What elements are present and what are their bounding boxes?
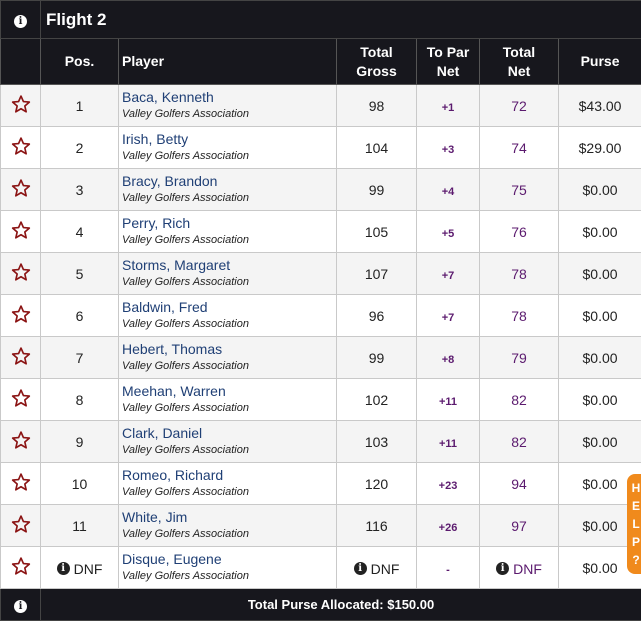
to-par-value: +11 (438, 395, 458, 408)
star-outline-svg (11, 304, 31, 324)
player-name-link[interactable]: Disque, Eugene (122, 550, 222, 567)
pos-cell (41, 127, 119, 169)
pos-cell (41, 463, 119, 505)
pos-value: 2 (75, 139, 84, 156)
pos-cell (41, 505, 119, 547)
purse-cell (559, 379, 641, 421)
table-row (1, 379, 641, 421)
to-par-cell (417, 379, 480, 421)
net-value: 72 (511, 97, 527, 114)
pos-cell (41, 169, 119, 211)
header-to-par-net[interactable] (417, 39, 480, 85)
header-total-gross[interactable] (337, 39, 417, 85)
to-par-value: - (446, 563, 450, 576)
star-outline-icon[interactable] (11, 227, 31, 243)
purse-value: $29.00 (578, 139, 622, 156)
net-value: 78 (511, 307, 527, 324)
net-cell (480, 505, 559, 547)
header-total-gross-line1: Total (360, 43, 393, 60)
pos-value: 3 (75, 181, 84, 198)
player-club: Valley Golfers Association (122, 401, 249, 414)
purse-cell (559, 169, 641, 211)
favorite-cell[interactable] (1, 463, 41, 505)
player-cell (119, 85, 337, 127)
to-par-value: +1 (441, 101, 455, 114)
net-value: DNF (513, 560, 542, 577)
favorite-cell[interactable] (1, 169, 41, 211)
star-outline-svg (11, 346, 31, 366)
star-outline-icon[interactable] (11, 563, 31, 579)
player-cell (119, 379, 337, 421)
purse-value: $0.00 (582, 391, 618, 408)
gross-cell (337, 421, 417, 463)
star-outline-svg (11, 262, 31, 282)
purse-value: $0.00 (582, 223, 618, 240)
player-name-link[interactable]: Romeo, Richard (122, 466, 224, 483)
header-to-par-line2: Net (436, 62, 460, 79)
flight-title-row (1, 1, 641, 39)
purse-cell (559, 127, 641, 169)
gross-cell (337, 337, 417, 379)
info-icon[interactable]: i (14, 600, 27, 613)
gross-cell (337, 169, 417, 211)
purse-value: $0.00 (582, 307, 618, 324)
gross-value: 120 (364, 475, 389, 492)
player-club: Valley Golfers Association (122, 275, 249, 288)
net-value: 82 (511, 391, 527, 408)
gross-value: 116 (365, 517, 388, 534)
to-par-cell (417, 211, 480, 253)
header-total-net-line1: Total (502, 43, 536, 60)
footer-row (1, 589, 641, 621)
star-outline-icon[interactable] (11, 185, 31, 201)
star-outline-svg (11, 514, 31, 534)
player-cell (119, 463, 337, 505)
help-tab-letter: P (631, 535, 640, 549)
star-outline-svg (11, 178, 31, 198)
gross-value: 99 (368, 349, 385, 366)
gross-cell (337, 505, 417, 547)
gross-value: 99 (368, 181, 385, 198)
star-outline-icon[interactable] (11, 143, 31, 159)
table-header-row (1, 39, 641, 85)
net-value: 94 (511, 475, 527, 492)
player-name-link[interactable]: Perry, Rich (122, 214, 191, 231)
gross-cell (337, 379, 417, 421)
net-cell (480, 547, 559, 589)
net-cell (480, 127, 559, 169)
net-value: 79 (511, 349, 527, 366)
net-value: 76 (511, 223, 527, 240)
footer-info-cell[interactable] (1, 589, 41, 621)
gross-value: 103 (364, 433, 389, 450)
player-name-link[interactable]: Clark, Daniel (122, 424, 203, 441)
gross-value: DNF (370, 560, 400, 577)
player-club: Valley Golfers Association (122, 317, 249, 330)
help-tab-letter: L (632, 517, 640, 531)
gross-value: 105 (364, 223, 389, 240)
pos-value: 9 (75, 433, 84, 450)
info-icon[interactable]: i (496, 562, 509, 575)
table-row (1, 295, 641, 337)
net-cell (480, 337, 559, 379)
purse-cell (559, 337, 641, 379)
header-to-par-line1: To Par (426, 43, 470, 60)
purse-cell (559, 85, 641, 127)
player-club: Valley Golfers Association (122, 569, 249, 582)
to-par-cell (417, 253, 480, 295)
header-total-net-line2: Net (507, 62, 531, 79)
pos-value: 5 (75, 265, 84, 282)
pos-value: 1 (75, 97, 84, 114)
pos-cell (41, 85, 119, 127)
gross-value: 107 (364, 265, 389, 282)
favorite-cell[interactable] (1, 127, 41, 169)
star-outline-svg (11, 388, 31, 408)
favorite-cell[interactable] (1, 505, 41, 547)
to-par-cell (417, 127, 480, 169)
to-par-value: +26 (438, 521, 458, 534)
header-total-gross-line2: Gross (356, 62, 397, 79)
table-row (1, 127, 641, 169)
pos-value: 4 (75, 223, 84, 240)
player-name-link[interactable]: Baldwin, Fred (122, 298, 208, 315)
info-icon[interactable]: i (57, 562, 70, 575)
gross-cell (337, 211, 417, 253)
to-par-cell (417, 169, 480, 211)
pos-cell (41, 253, 119, 295)
player-cell (119, 211, 337, 253)
pos-cell (41, 295, 119, 337)
net-cell (480, 463, 559, 505)
star-outline-icon[interactable] (11, 479, 31, 495)
header-purse[interactable]: Purse (559, 39, 641, 85)
player-club: Valley Golfers Association (122, 149, 249, 162)
net-value: 75 (511, 181, 527, 198)
pos-cell (41, 337, 119, 379)
to-par-value: +5 (441, 227, 455, 240)
to-par-value: +7 (441, 311, 455, 324)
to-par-cell (417, 337, 480, 379)
player-cell (119, 253, 337, 295)
purse-cell (559, 295, 641, 337)
favorite-cell[interactable] (1, 421, 41, 463)
to-par-cell (417, 421, 480, 463)
player-club: Valley Golfers Association (122, 107, 249, 120)
gross-cell (337, 127, 417, 169)
purse-value: $0.00 (582, 433, 618, 450)
player-name-link[interactable]: Storms, Margaret (122, 256, 231, 273)
gross-value: 98 (368, 97, 385, 114)
favorite-cell[interactable] (1, 337, 41, 379)
purse-value: $43.00 (578, 97, 622, 114)
pos-cell (41, 547, 119, 589)
to-par-cell (417, 295, 480, 337)
favorite-cell[interactable] (1, 547, 41, 589)
help-side-tab[interactable] (627, 474, 641, 574)
to-par-cell (417, 463, 480, 505)
gross-cell (337, 463, 417, 505)
star-outline-svg (11, 220, 31, 240)
star-outline-icon[interactable] (11, 395, 31, 411)
pos-cell (41, 379, 119, 421)
star-outline-icon[interactable] (11, 269, 31, 285)
to-par-value: +7 (441, 269, 455, 282)
star-outline-icon[interactable] (11, 101, 31, 117)
pos-value: 11 (72, 517, 87, 534)
star-outline-icon[interactable] (11, 353, 31, 369)
purse-value: $0.00 (582, 181, 618, 198)
purse-value: $0.00 (582, 265, 618, 282)
purse-value: $0.00 (582, 517, 618, 534)
help-tab-letter: H (631, 481, 641, 495)
help-tab-letter: E (631, 499, 640, 513)
purse-value: $0.00 (582, 475, 618, 492)
to-par-value: +23 (438, 479, 458, 492)
star-outline-icon[interactable] (11, 311, 31, 327)
gross-cell (337, 547, 417, 589)
player-name-link[interactable]: Bracy, Brandon (122, 172, 218, 189)
table-row (1, 505, 641, 547)
table-row (1, 547, 641, 589)
net-cell (480, 379, 559, 421)
net-value: 78 (511, 265, 527, 282)
player-club: Valley Golfers Association (122, 527, 249, 540)
gross-cell (337, 85, 417, 127)
net-cell (480, 169, 559, 211)
player-name-link[interactable]: White, Jim (122, 508, 188, 525)
player-club: Valley Golfers Association (122, 443, 249, 456)
gross-cell (337, 295, 417, 337)
player-cell (119, 505, 337, 547)
total-purse-allocated: Total Purse Allocated: $150.00 (41, 589, 641, 621)
star-outline-svg (11, 472, 31, 492)
star-outline-svg (11, 430, 31, 450)
help-tab-letter: ? (632, 553, 640, 567)
purse-cell (559, 421, 641, 463)
player-club: Valley Golfers Association (122, 359, 249, 372)
net-cell (480, 253, 559, 295)
table-row (1, 337, 641, 379)
player-club: Valley Golfers Association (122, 191, 249, 204)
to-par-value: +8 (441, 353, 455, 366)
header-total-net[interactable] (480, 39, 559, 85)
star-outline-svg (11, 94, 31, 114)
to-par-cell (417, 505, 480, 547)
gross-value: 102 (364, 391, 389, 408)
net-value: 74 (511, 139, 527, 156)
pos-value: 10 (71, 475, 88, 492)
pos-value: DNF (73, 560, 103, 577)
info-icon[interactable]: i (14, 15, 27, 28)
purse-cell (559, 211, 641, 253)
purse-value: $0.00 (582, 559, 618, 576)
table-row (1, 421, 641, 463)
favorite-cell[interactable] (1, 85, 41, 127)
pos-cell (41, 421, 119, 463)
favorite-cell[interactable] (1, 379, 41, 421)
net-cell (480, 211, 559, 253)
flight-title: Flight 2 (41, 1, 641, 39)
player-cell (119, 421, 337, 463)
purse-cell (559, 253, 641, 295)
net-cell (480, 85, 559, 127)
table-row (1, 211, 641, 253)
pos-value: 7 (75, 349, 84, 366)
header-player[interactable]: Player (119, 39, 337, 85)
to-par-value: +4 (441, 185, 455, 198)
to-par-value: +11 (438, 437, 458, 450)
player-cell (119, 337, 337, 379)
player-club: Valley Golfers Association (122, 233, 249, 246)
player-name-link[interactable]: Meehan, Warren (122, 382, 226, 399)
to-par-cell (417, 85, 480, 127)
to-par-value: +3 (441, 143, 455, 156)
player-cell (119, 295, 337, 337)
player-name-link[interactable]: Irish, Betty (122, 130, 189, 147)
net-cell (480, 295, 559, 337)
player-name-link[interactable]: Baca, Kenneth (122, 88, 214, 105)
star-outline-icon[interactable] (11, 521, 31, 537)
gross-value: 104 (364, 139, 389, 156)
net-cell (480, 421, 559, 463)
favorite-cell[interactable] (1, 295, 41, 337)
star-outline-svg (11, 136, 31, 156)
table-row (1, 253, 641, 295)
pos-cell (41, 211, 119, 253)
table-row (1, 463, 641, 505)
table-row (1, 85, 641, 127)
pos-value: 6 (75, 307, 84, 324)
info-icon[interactable]: i (354, 562, 367, 575)
net-value: 97 (511, 517, 527, 534)
gross-cell (337, 253, 417, 295)
player-cell (119, 127, 337, 169)
player-cell (119, 169, 337, 211)
net-value: 82 (511, 433, 527, 450)
header-pos[interactable]: Pos. (41, 39, 119, 85)
purse-value: $0.00 (582, 349, 618, 366)
to-par-cell (417, 547, 480, 589)
gross-value: 96 (368, 307, 385, 324)
player-name-link[interactable]: Hebert, Thomas (122, 340, 223, 357)
favorite-cell[interactable] (1, 211, 41, 253)
header-favorite (1, 39, 41, 85)
pos-value: 8 (75, 391, 84, 408)
favorite-cell[interactable] (1, 253, 41, 295)
flight-info-cell[interactable] (1, 1, 41, 39)
player-club: Valley Golfers Association (122, 485, 249, 498)
player-cell (119, 547, 337, 589)
star-outline-svg (11, 556, 31, 576)
star-outline-icon[interactable] (11, 437, 31, 453)
table-row (1, 169, 641, 211)
